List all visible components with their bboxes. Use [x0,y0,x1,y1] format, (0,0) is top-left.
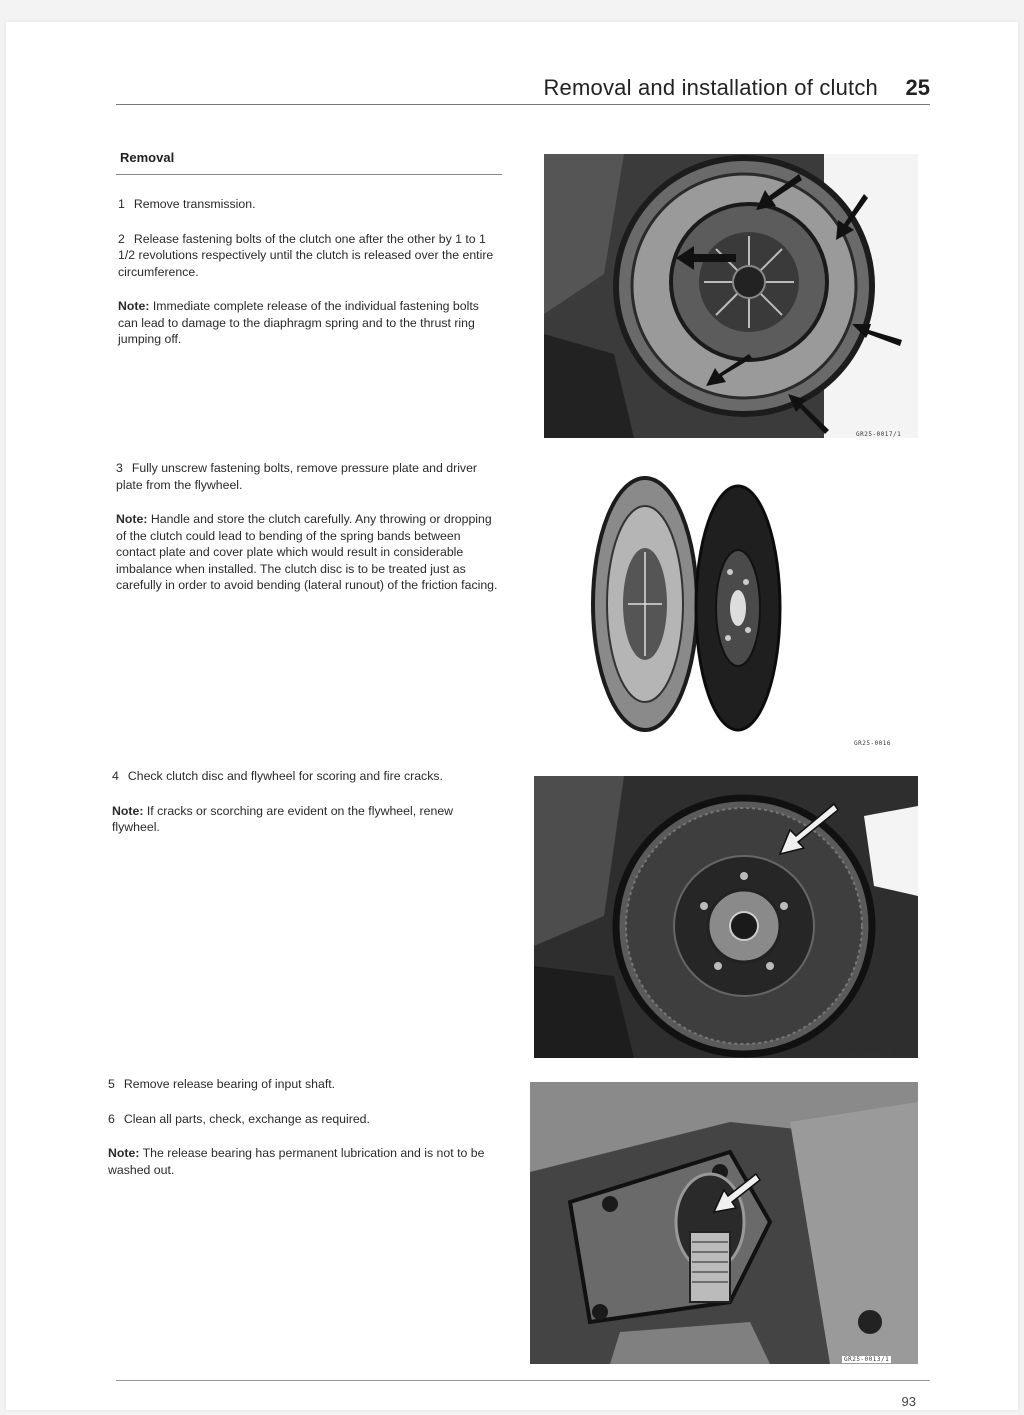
text-block-step-4 [112,768,496,854]
step-4: 4 Check clutch disc and flywheel for scoring and fire cracks. [112,769,443,783]
text-block-steps-5-6 [108,1076,492,1196]
figure-4-caption: GR25-0013/1 [844,1356,890,1363]
step-3: 3 Fully unscrew fastening bolts, remove pressure plate and driver plate from the flywheel. [116,461,478,492]
step-6: 6 Clean all parts, check, exchange as required. [108,1111,370,1126]
chapter-number: 25 [905,75,930,100]
page-number: 93 [901,1394,916,1409]
page-header-title: Removal and installation of clutch [543,75,878,100]
figure-1-caption: GR25-0017/1 [856,431,902,438]
section-divider [116,174,502,175]
step-2: 2 Release fastening bolts of the clutch one after the other by 1 to 1 1/2 revolutions respectively until the clutch is released over the entire circumference. [118,231,494,279]
note-4: Note: The release bearing has permanent lubrication and is not to be washed out. [108,1146,485,1177]
note-3: Note: If cracks or scorching are evident on the flywheel, renew flywheel. [112,803,454,834]
figure-flywheel-photo [534,776,918,1058]
figure-pressure-plate-and-disc-photo [590,462,782,746]
figure-3-caption: GR25-0015/1 [846,1051,892,1058]
footer-divider [116,1380,930,1381]
note-2: Note: Handle and store the clutch carefully. Any throwing or dropping of the clutch could lead to bending of the spring bands between contact plate and cover plate which would result in considerable imbalance when installed. The clutch disc is to be treated just as carefully in order to avoid bending (lateral runout) of the friction facing. [116,512,498,592]
header-divider [116,104,930,105]
figure-clutch-assembly-photo [544,154,918,438]
text-block-removal [118,196,502,366]
step-1: 1 Remove transmission. [118,197,256,211]
section-heading: Removal [120,150,175,165]
text-block-step-3 [116,460,500,612]
step-5: 5 Remove release bearing of input shaft. [108,1077,336,1091]
figure-release-bearing-photo [530,1082,918,1364]
note-1: Note: Immediate complete release of the individual fastening bolts can lead to damage to the diaphragm spring and to the thrust ring jumping off. [118,299,479,346]
figure-2-caption: GR25-0016 [854,740,892,747]
